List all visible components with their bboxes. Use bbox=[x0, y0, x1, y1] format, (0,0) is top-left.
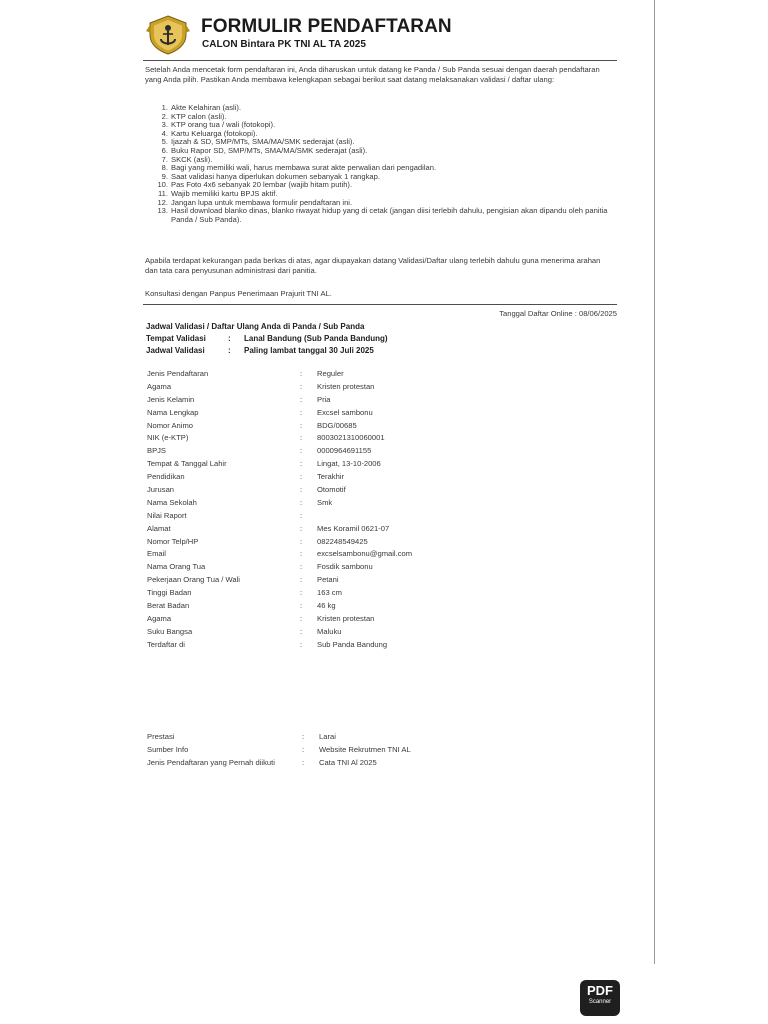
schedule-place-row bbox=[146, 333, 388, 345]
table-row bbox=[147, 381, 412, 394]
table-row bbox=[147, 561, 412, 574]
separator: : bbox=[300, 523, 303, 533]
schedule-heading bbox=[146, 321, 388, 333]
note-paragraph: Apabila terdapat kekurangan pada berkas di atas, agar diupayakan datang Validasi/Daftar ulang terlebih dahulu guna menerima arahan dan tata cara penyusunan administrasi dari panitia. bbox=[145, 256, 601, 275]
schedule-date-value: Paling lambat tanggal 30 Juli 2025 bbox=[244, 346, 374, 355]
table-row bbox=[147, 730, 411, 743]
field-label: Alamat bbox=[147, 523, 171, 533]
separator: : bbox=[300, 549, 303, 559]
schedule-date-row bbox=[146, 345, 388, 357]
field-label: Tempat & Tanggal Lahir bbox=[147, 459, 227, 469]
field-label: Terdaftar di bbox=[147, 639, 185, 649]
field-value: Larai bbox=[319, 732, 336, 741]
field-value: Excsel sambonu bbox=[317, 407, 373, 417]
requirement-number: 3. bbox=[161, 120, 168, 130]
requirements-list bbox=[150, 104, 620, 224]
requirement-text: Kartu Keluarga (fotokopi). bbox=[171, 128, 258, 138]
pdf-scanner-badge bbox=[580, 980, 620, 1016]
field-label: Jenis Kelamin bbox=[147, 394, 195, 404]
separator: : bbox=[302, 732, 305, 741]
field-label: Suku Bangsa bbox=[147, 626, 193, 636]
field-label: Pekerjaan Orang Tua / Wali bbox=[147, 575, 240, 585]
table-row bbox=[147, 368, 412, 381]
schedule-place-label: Tempat Validasi bbox=[146, 334, 206, 343]
separator: : bbox=[302, 745, 305, 754]
field-label: Nama Sekolah bbox=[147, 497, 197, 507]
separator: : bbox=[300, 433, 303, 443]
field-label: Nomor Animo bbox=[147, 420, 193, 430]
field-value: 46 kg bbox=[317, 601, 336, 611]
separator: : bbox=[300, 485, 303, 495]
field-value: Kristen protestan bbox=[317, 381, 375, 391]
field-value: Lingat, 13-10-2006 bbox=[317, 459, 381, 469]
field-value: Cata TNI Al 2025 bbox=[319, 758, 377, 767]
table-row bbox=[147, 743, 411, 756]
requirement-number: 12. bbox=[157, 197, 168, 207]
field-value: Website Rekrutmen TNI AL bbox=[319, 745, 411, 754]
field-label: BPJS bbox=[147, 446, 166, 456]
table-row bbox=[147, 523, 412, 536]
separator: : bbox=[300, 420, 303, 430]
field-label: Jenis Pendaftaran yang Pernah diikuti bbox=[147, 758, 275, 767]
separator: : bbox=[300, 472, 303, 482]
table-row bbox=[147, 574, 412, 587]
requirement-number: 10. bbox=[157, 180, 168, 190]
additional-data-table bbox=[147, 730, 411, 769]
separator: : bbox=[300, 510, 303, 520]
requirement-number: 13. bbox=[157, 206, 168, 216]
requirement-text: Hasil download blanko dinas, blanko riwayat hidup yang di cetak (jangan diisi terlebih dahulu, pengisian akan dipandu oleh panitia Panda / Sub Panda). bbox=[171, 206, 608, 224]
requirement-number: 4. bbox=[161, 128, 168, 138]
requirement-item bbox=[150, 147, 620, 156]
field-label: Email bbox=[147, 549, 166, 559]
registration-date: Tanggal Daftar Online : 08/06/2025 bbox=[499, 309, 617, 318]
table-row bbox=[147, 613, 412, 626]
field-label: NIK (e-KTP) bbox=[147, 433, 189, 443]
field-label: Jurusan bbox=[147, 485, 175, 495]
field-label: Tinggi Badan bbox=[147, 588, 192, 598]
field-value: Fosdik sambonu bbox=[317, 562, 373, 572]
requirement-number: 6. bbox=[161, 145, 168, 155]
field-value: Mes Koramil 0621-07 bbox=[317, 523, 390, 533]
requirement-item bbox=[150, 207, 620, 224]
separator: : bbox=[300, 497, 303, 507]
table-row bbox=[147, 626, 412, 639]
table-row bbox=[147, 445, 412, 458]
consultation-line: Konsultasi dengan Panpus Penerimaan Prajurit TNI AL. bbox=[145, 289, 332, 298]
table-row bbox=[147, 471, 412, 484]
field-label: Sumber Info bbox=[147, 745, 189, 754]
field-label: Pendidikan bbox=[147, 472, 185, 482]
separator: : bbox=[228, 334, 231, 343]
table-row bbox=[147, 458, 412, 471]
schedule-place-value: Lanal Bandung (Sub Panda Bandung) bbox=[244, 334, 388, 343]
separator: : bbox=[300, 369, 303, 378]
table-row bbox=[147, 432, 412, 445]
field-value: Smk bbox=[317, 497, 333, 507]
requirement-text: KTP orang tua / wali (fotokopi). bbox=[171, 120, 276, 130]
separator: : bbox=[300, 575, 303, 585]
field-label: Nama Lengkap bbox=[147, 407, 199, 417]
field-label: Prestasi bbox=[147, 732, 175, 741]
separator: : bbox=[300, 536, 303, 546]
requirement-text: Bagi yang memiliki wali, harus membawa surat akte perwalian dari pengadilan. bbox=[171, 163, 437, 173]
field-label: Agama bbox=[147, 381, 172, 391]
field-value: 8003021310060001 bbox=[317, 433, 385, 443]
field-label: Jenis Pendaftaran bbox=[147, 369, 209, 378]
field-label: Nama Orang Tua bbox=[147, 562, 206, 572]
field-label: Nilai Raport bbox=[147, 510, 187, 520]
table-row bbox=[147, 420, 412, 433]
separator: : bbox=[300, 394, 303, 404]
header-divider bbox=[143, 60, 617, 61]
separator: : bbox=[300, 588, 303, 598]
table-row bbox=[147, 497, 412, 510]
requirement-text: KTP calon (asli). bbox=[171, 111, 227, 121]
separator: : bbox=[302, 758, 305, 767]
requirement-number: 2. bbox=[161, 111, 168, 121]
separator: : bbox=[300, 626, 303, 636]
field-value: Maluku bbox=[317, 626, 342, 636]
separator: : bbox=[228, 346, 231, 355]
form-subtitle: CALON Bintara PK TNI AL TA 2025 bbox=[202, 39, 366, 50]
field-value: 0000964691155 bbox=[317, 446, 372, 456]
field-value: Terakhir bbox=[317, 472, 345, 482]
table-row bbox=[147, 407, 412, 420]
validation-schedule bbox=[146, 321, 388, 357]
form-title: FORMULIR PENDAFTARAN bbox=[201, 16, 452, 37]
badge-pdf-text: PDF bbox=[587, 983, 613, 998]
separator: : bbox=[300, 381, 303, 391]
table-row bbox=[147, 394, 412, 407]
requirement-text: Buku Rapor SD, SMP/MTs, SMA/MA/SMK sederajat (asli). bbox=[171, 145, 368, 155]
field-value: excselsambonu@gmail.com bbox=[317, 549, 413, 559]
table-row bbox=[147, 484, 412, 497]
requirement-number: 11. bbox=[158, 188, 168, 198]
field-value: Pria bbox=[317, 394, 331, 404]
field-value: BDG/00685 bbox=[317, 420, 357, 430]
table-row bbox=[147, 536, 412, 549]
intro-paragraph: Setelah Anda mencetak form pendaftaran ini, Anda diharuskan untuk datang ke Panda / Sub Panda sesuai dengan daerah pendaftaran yang Anda pilih. Pastikan Anda membawa kelengkapan sebagai berikut saat datang melaksanakan validasi / daftar ulang: bbox=[145, 65, 600, 84]
page-edge-line bbox=[654, 0, 655, 964]
field-label: Nomor Telp/HP bbox=[147, 536, 199, 546]
table-row bbox=[147, 600, 412, 613]
requirement-number: 7. bbox=[161, 154, 168, 164]
separator: : bbox=[300, 613, 303, 623]
requirement-number: 1. bbox=[161, 103, 168, 112]
requirement-text: SKCK (asli). bbox=[171, 154, 213, 164]
separator: : bbox=[300, 459, 303, 469]
separator: : bbox=[300, 407, 303, 417]
table-row bbox=[147, 510, 412, 523]
requirement-number: 5. bbox=[161, 137, 168, 147]
requirement-text: Akte Kelahiran (asli). bbox=[171, 103, 242, 112]
separator: : bbox=[300, 639, 303, 649]
table-row bbox=[147, 756, 411, 769]
field-value: Otomotif bbox=[317, 485, 346, 495]
schedule-heading-text: Jadwal Validasi / Daftar Ulang Anda di Panda / Sub Panda bbox=[146, 322, 365, 331]
field-value: 163 cm bbox=[317, 588, 342, 598]
table-row bbox=[147, 548, 412, 561]
field-value: Reguler bbox=[317, 369, 344, 378]
requirement-text: Saat validasi hanya diperlukan dokumen sebanyak 1 rangkap. bbox=[171, 171, 380, 181]
separator: : bbox=[300, 601, 303, 611]
field-label: Berat Badan bbox=[147, 601, 190, 611]
table-row bbox=[147, 587, 412, 600]
requirement-text: Jangan lupa untuk membawa formulir pendaftaran ini. bbox=[171, 197, 353, 207]
separator: : bbox=[300, 562, 303, 572]
requirement-number: 9. bbox=[161, 171, 168, 181]
applicant-data-table bbox=[147, 368, 412, 652]
table-row bbox=[147, 639, 412, 652]
schedule-date-label: Jadwal Validasi bbox=[146, 346, 205, 355]
field-label: Agama bbox=[147, 613, 172, 623]
tni-al-emblem-icon bbox=[146, 13, 190, 55]
field-value: Sub Panda Bandung bbox=[317, 639, 388, 649]
requirement-text: Wajib memiliki kartu BPJS aktif. bbox=[171, 188, 278, 198]
requirement-number: 8. bbox=[161, 163, 168, 173]
separator: : bbox=[300, 446, 303, 456]
requirement-text: Pas Foto 4x6 sebanyak 20 lembar (wajib hitam putih). bbox=[171, 180, 353, 190]
section-divider bbox=[143, 304, 617, 305]
badge-scanner-text: Scanner bbox=[588, 999, 612, 1005]
field-value: 082248549425 bbox=[317, 536, 368, 546]
field-value: Kristen protestan bbox=[317, 613, 375, 623]
requirement-text: Ijazah & SD, SMP/MTs, SMA/MA/SMK sederajat (asli). bbox=[171, 137, 355, 147]
field-value: Petani bbox=[317, 575, 339, 585]
